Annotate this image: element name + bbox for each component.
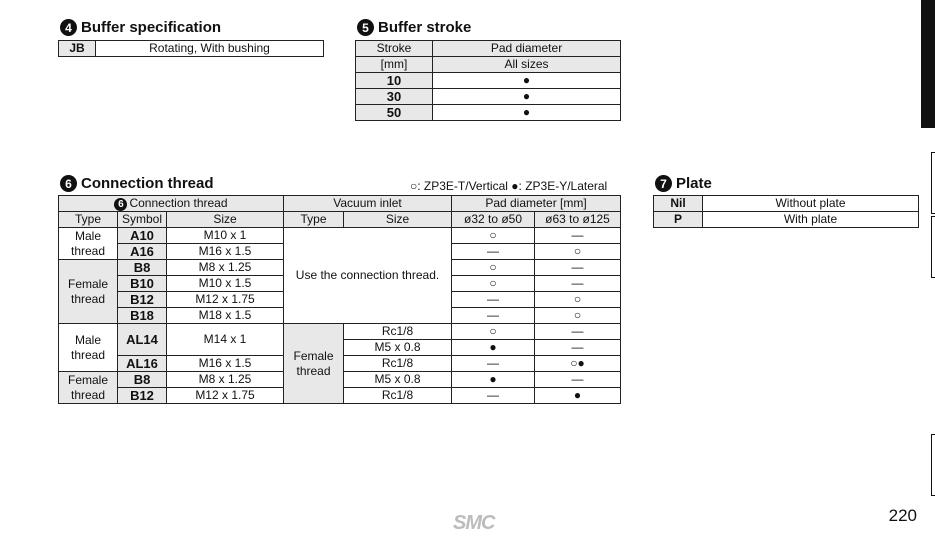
table-row: [356, 73, 621, 89]
connection-thread-group-header: [59, 196, 284, 212]
size-cell: M8 x 1.25: [167, 372, 284, 388]
availability-mark: ○: [452, 276, 535, 292]
index-tab-outline: [931, 216, 935, 278]
thread-legend: ○: ZP3E-T/Vertical ●: ZP3E-Y/Lateral: [410, 179, 608, 193]
symbol-cell: B18: [118, 308, 167, 324]
smc-logo: SMC: [453, 512, 495, 534]
availability-mark: ●: [433, 89, 621, 105]
vacuum-inlet-header: Vacuum inlet: [284, 196, 452, 212]
symbol-cell: B10: [118, 276, 167, 292]
table-row: [59, 228, 621, 244]
availability-mark: —: [535, 340, 621, 356]
symbol-cell: AL16: [118, 356, 167, 372]
vacuum-size-cell: Rc1/8: [344, 356, 452, 372]
table-row: [59, 324, 621, 340]
availability-mark: —: [535, 372, 621, 388]
connection-thread-title: Connection thread: [81, 175, 214, 192]
thread-type: Male thread: [59, 228, 118, 260]
vacuum-type-cell: Female thread: [284, 324, 344, 404]
plate-title: Plate: [676, 175, 712, 192]
plate-description: Without plate: [703, 196, 919, 212]
buffer-spec-title: Buffer specification: [81, 19, 222, 36]
size-cell: M18 x 1.5: [167, 308, 284, 324]
buffer-spec-code: JB: [59, 41, 96, 57]
availability-mark: —: [535, 260, 621, 276]
availability-mark: —: [535, 324, 621, 340]
stroke-value: 50: [356, 105, 433, 121]
diameter-range-1-header: ø32 to ø50: [452, 212, 535, 228]
index-tab-outline: [931, 152, 935, 214]
vacuum-size-cell: Rc1/8: [344, 388, 452, 404]
availability-mark: —: [452, 292, 535, 308]
thread-type: Female thread: [59, 372, 118, 404]
availability-mark: —: [452, 388, 535, 404]
buffer-spec-description: Rotating, With bushing: [96, 41, 324, 57]
plate-heading: [655, 175, 712, 192]
buffer-stroke-heading: [357, 19, 471, 36]
symbol-cell: B12: [118, 388, 167, 404]
availability-mark: —: [452, 356, 535, 372]
availability-mark: ○●: [535, 356, 621, 372]
stroke-value: 30: [356, 89, 433, 105]
symbol-cell: A10: [118, 228, 167, 244]
availability-mark: —: [535, 276, 621, 292]
size-cell: M12 x 1.75: [167, 292, 284, 308]
availability-mark: ●: [452, 340, 535, 356]
type-header: Type: [59, 212, 118, 228]
size-cell: M16 x 1.5: [167, 356, 284, 372]
availability-mark: ○: [535, 308, 621, 324]
symbol-cell: B8: [118, 260, 167, 276]
size-cell: M12 x 1.75: [167, 388, 284, 404]
table-row: [356, 105, 621, 121]
plate-code: P: [654, 212, 703, 228]
buffer-stroke-table: [355, 40, 621, 121]
buffer-stroke-title: Buffer stroke: [378, 19, 472, 36]
section-number-badge: 6: [114, 198, 127, 211]
size-cell: M10 x 1.5: [167, 276, 284, 292]
stroke-header: Stroke: [356, 41, 433, 57]
use-connection-thread-note: Use the connection thread.: [284, 228, 452, 324]
size-cell: M8 x 1.25: [167, 260, 284, 276]
table-row: [654, 212, 919, 228]
size-cell: M14 x 1: [167, 324, 284, 356]
stroke-unit-header: [mm]: [356, 57, 433, 73]
connection-thread-heading: [60, 175, 214, 192]
vacuum-size-header: Size: [344, 212, 452, 228]
vacuum-size-cell: M5 x 0.8: [344, 372, 452, 388]
availability-mark: ○: [452, 228, 535, 244]
availability-mark: —: [535, 228, 621, 244]
availability-mark: ○: [452, 260, 535, 276]
group-header-label: Connection thread: [129, 196, 228, 210]
section-number-badge: 5: [357, 19, 374, 36]
size-cell: M16 x 1.5: [167, 244, 284, 260]
plate-code: Nil: [654, 196, 703, 212]
pad-diameter-header: Pad diameter [mm]: [452, 196, 621, 212]
buffer-spec-table: [58, 40, 324, 57]
vacuum-type-header: Type: [284, 212, 344, 228]
table-row: [356, 89, 621, 105]
availability-mark: —: [452, 244, 535, 260]
size-header: Size: [167, 212, 284, 228]
thread-type: Male thread: [59, 324, 118, 372]
vacuum-size-cell: M5 x 0.8: [344, 340, 452, 356]
availability-mark: —: [452, 308, 535, 324]
symbol-cell: B8: [118, 372, 167, 388]
symbol-header: Symbol: [118, 212, 167, 228]
diameter-range-2-header: ø63 to ø125: [535, 212, 621, 228]
symbol-cell: A16: [118, 244, 167, 260]
all-sizes-header: All sizes: [433, 57, 621, 73]
index-tab-outline: [931, 434, 935, 496]
index-tab: [921, 0, 935, 128]
plate-table: [653, 195, 919, 228]
plate-description: With plate: [703, 212, 919, 228]
section-number-badge: 6: [60, 175, 77, 192]
symbol-cell: B12: [118, 292, 167, 308]
availability-mark: ●: [433, 105, 621, 121]
section-number-badge: 4: [60, 19, 77, 36]
thread-type: Female thread: [59, 260, 118, 324]
connection-thread-table: [58, 195, 621, 404]
availability-mark: ●: [535, 388, 621, 404]
symbol-cell: AL14: [118, 324, 167, 356]
availability-mark: ●: [452, 372, 535, 388]
table-row: [654, 196, 919, 212]
pad-diameter-header: Pad diameter: [433, 41, 621, 57]
availability-mark: ○: [535, 244, 621, 260]
vacuum-size-cell: Rc1/8: [344, 324, 452, 340]
size-cell: M10 x 1: [167, 228, 284, 244]
availability-mark: ○: [535, 292, 621, 308]
page-number: 220: [888, 506, 917, 525]
availability-mark: ○: [452, 324, 535, 340]
stroke-value: 10: [356, 73, 433, 89]
availability-mark: ●: [433, 73, 621, 89]
section-number-badge: 7: [655, 175, 672, 192]
buffer-spec-heading: [60, 19, 221, 36]
